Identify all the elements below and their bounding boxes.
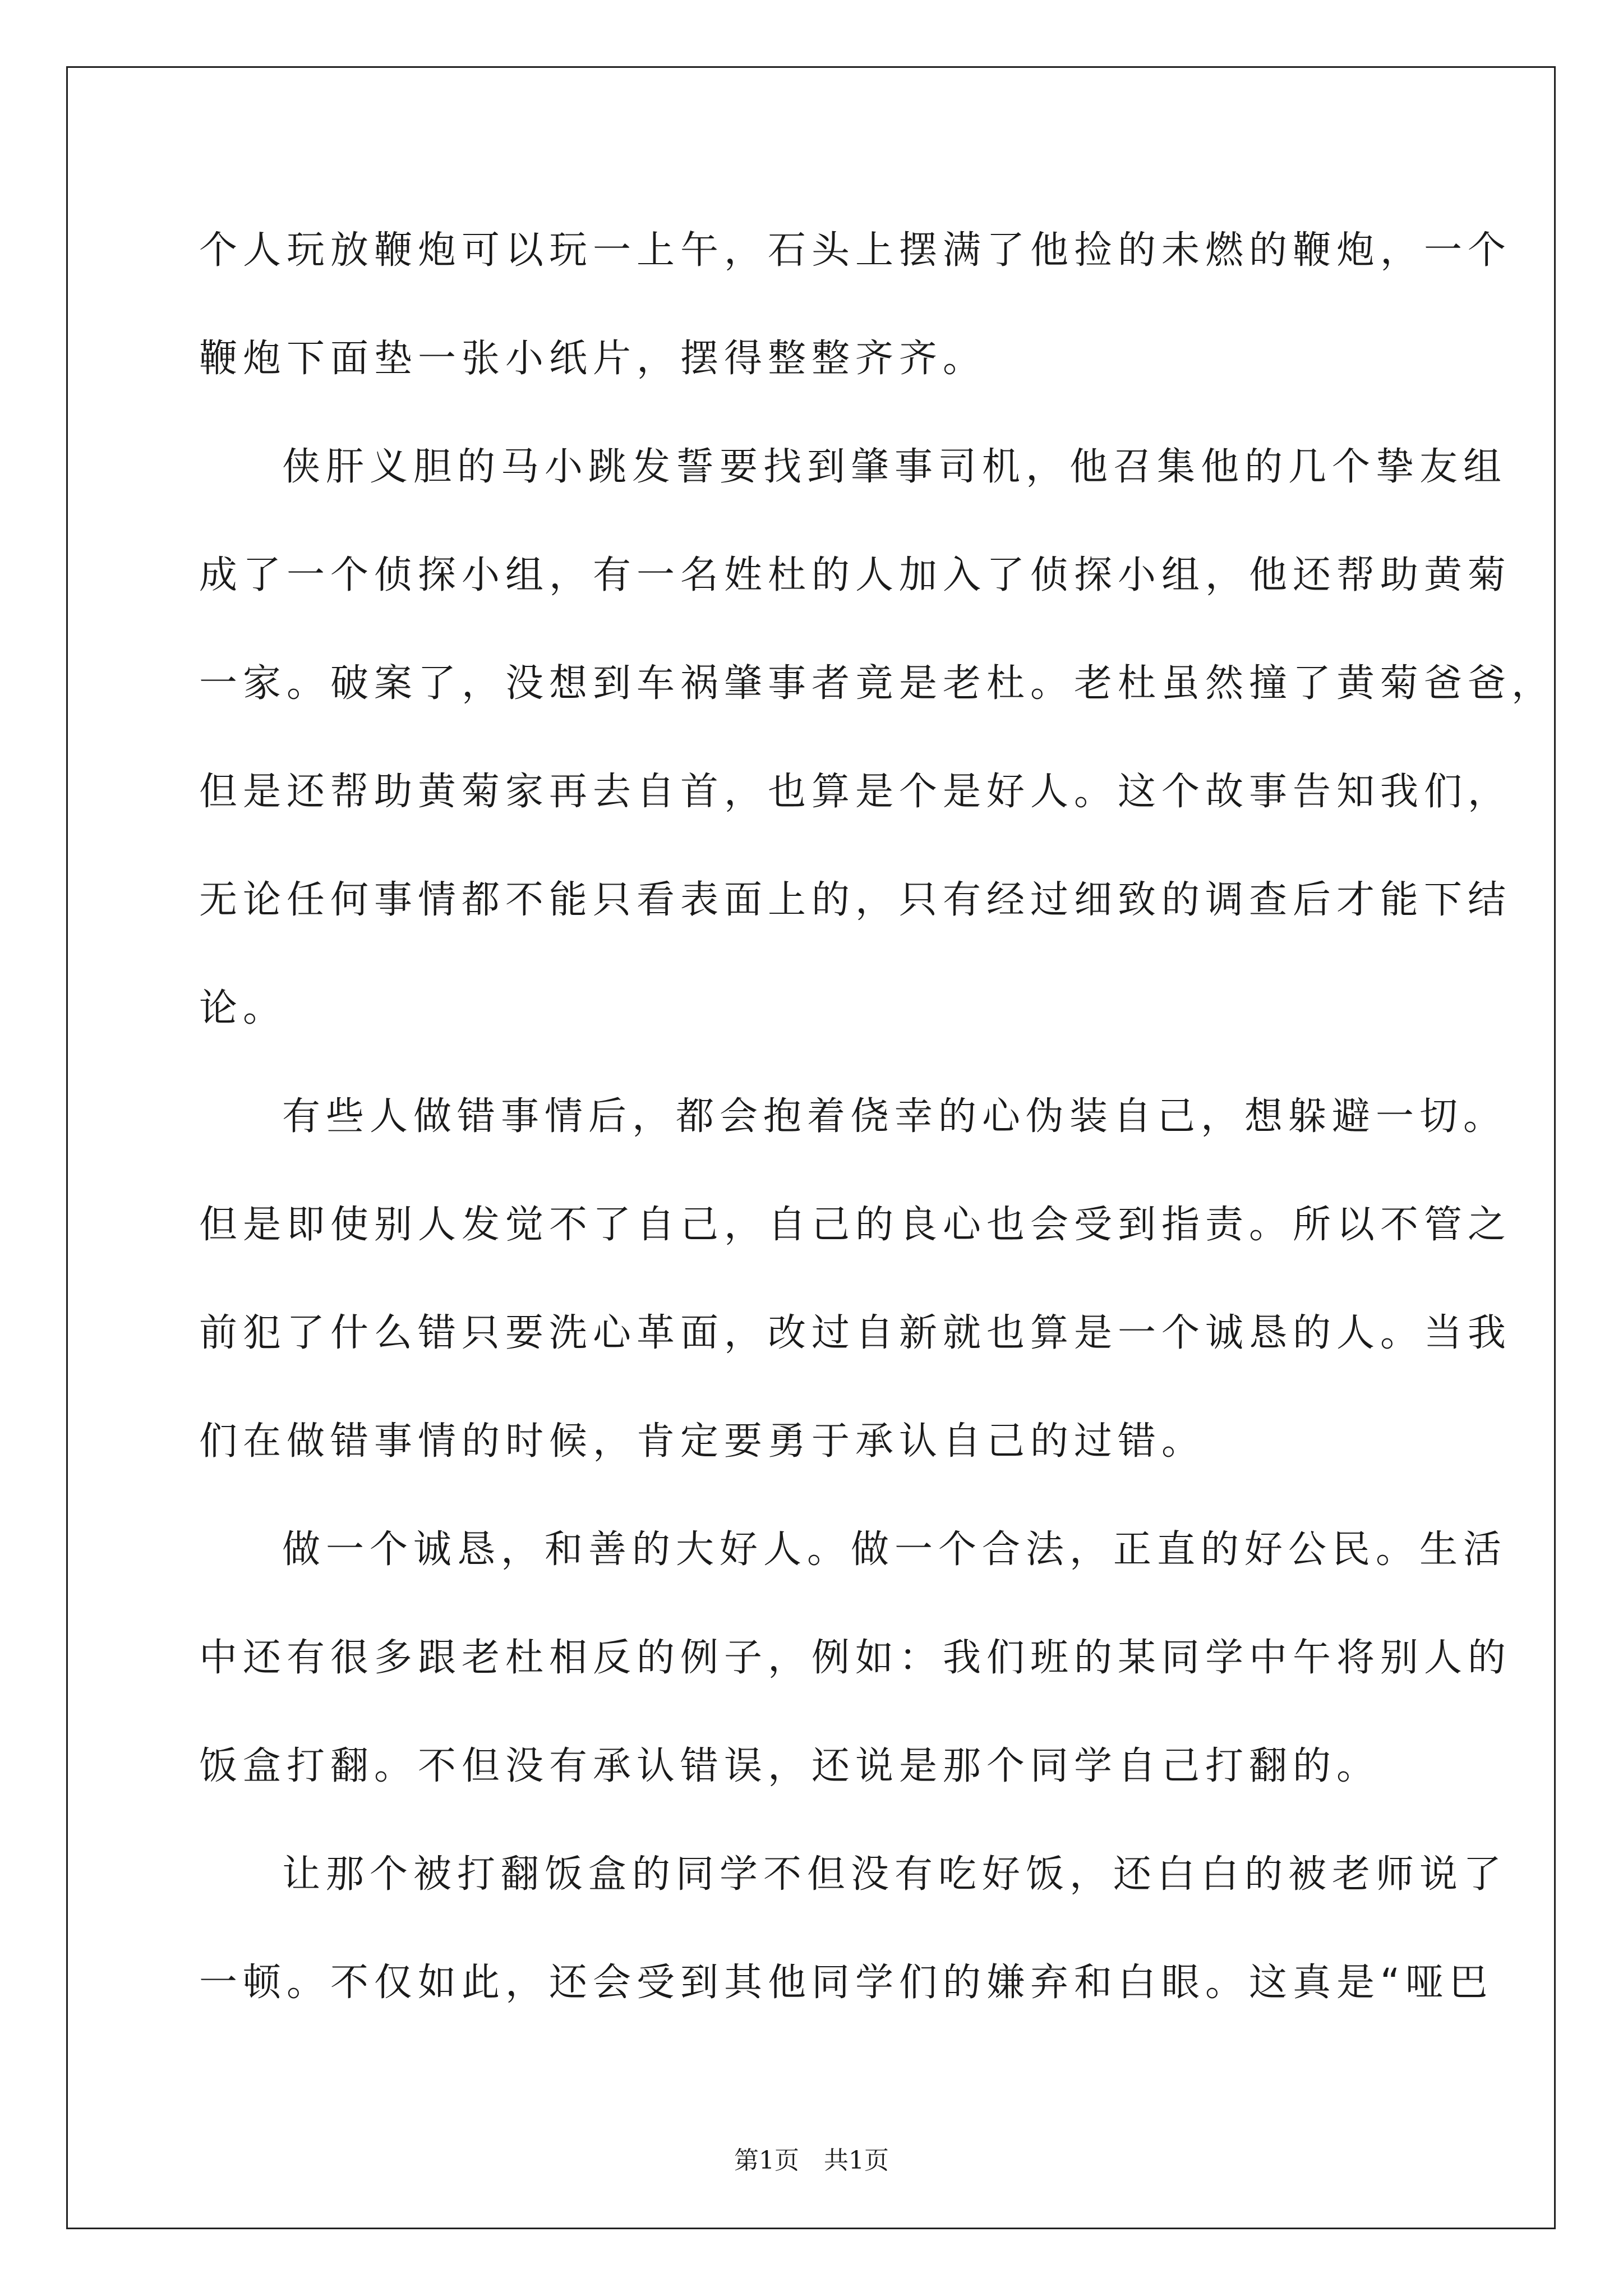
paragraph-start-line: 做一个诚恳，和善的大好人。做一个合法，正直的好公民。生活 (282, 1527, 1507, 1572)
text-line: 个人玩放鞭炮可以玩一上午，石头上摆满了他捡的未燃的鞭炮，一个 (199, 228, 1512, 273)
text-line: 们在做错事情的时候，肯定要勇于承认自己的过错。 (199, 1419, 1206, 1464)
text-line: 论。 (199, 986, 287, 1030)
text-line: 但是即使别人发觉不了自己，自己的良心也会受到指责。所以不管之 (199, 1203, 1512, 1247)
paragraph-start-line: 让那个被打翻饭盒的同学不但没有吃好饭，还白白的被老师说了 (282, 1852, 1507, 1897)
paragraph-start-line: 有些人做错事情后，都会抱着侥幸的心伪装自己，想躲避一切。 (282, 1094, 1507, 1139)
text-line: 无论任何事情都不能只看表面上的，只有经过细致的调查后才能下结 (199, 878, 1512, 922)
text-line: 饭盒打翻。不但没有承认错误，还说是那个同学自己打翻的。 (199, 1744, 1381, 1788)
text-line: 前犯了什么错只要洗心革面，改过自新就也算是一个诚恳的人。当我 (199, 1311, 1512, 1355)
paragraph-start-line: 侠肝义胆的马小跳发誓要找到肇事司机，他召集他的几个挚友组 (282, 445, 1507, 489)
text-line: 但是还帮助黄菊家再去自首，也算是个是好人。这个故事告知我们， (199, 770, 1512, 814)
text-line: 中还有很多跟老杜相反的例子，例如：我们班的某同学中午将别人的 (199, 1636, 1512, 1680)
text-line: 一顿。不仅如此，还会受到其他同学们的嫌弃和白眼。这真是“哑巴 (199, 1961, 1493, 2005)
document-body (199, 218, 1556, 2058)
page-footer: 第1页 共1页 (734, 2146, 889, 2175)
text-line: 成了一个侦探小组，有一名姓杜的人加入了侦探小组，他还帮助黄菊 (199, 553, 1512, 597)
text-line: 鞭炮下面垫一张小纸片，摆得整整齐齐。 (199, 337, 987, 381)
text-line: 一家。破案了，没想到车祸肇事者竟是老杜。老杜虽然撞了黄菊爸爸， (199, 661, 1556, 706)
